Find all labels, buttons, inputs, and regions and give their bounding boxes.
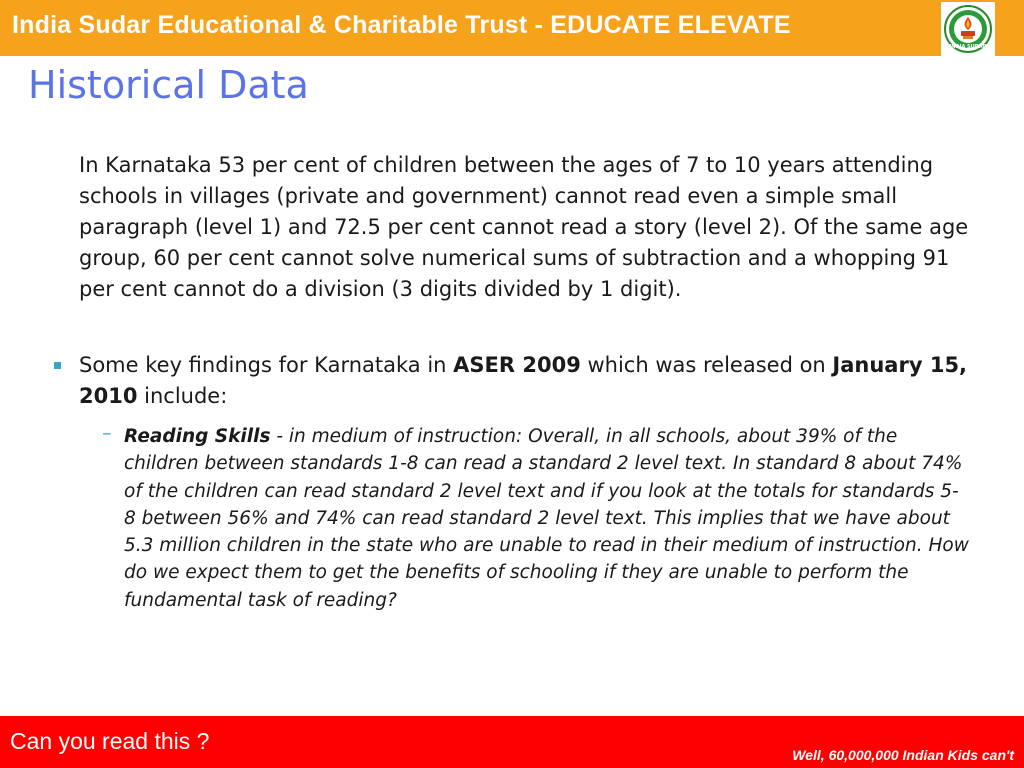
sub-bullet-dash: – xyxy=(102,422,112,444)
header-title: India Sudar Educational & Charitable Trust - EDUCATE ELEVATE xyxy=(12,11,791,39)
bullet-text-post: include: xyxy=(137,384,228,408)
india-sudar-logo xyxy=(941,2,995,56)
bullet-bold-aser: ASER 2009 xyxy=(453,353,581,377)
footer-bar xyxy=(0,716,1024,768)
bullet-key-findings xyxy=(79,350,984,412)
sub-bullet-label: Reading Skills xyxy=(124,426,271,447)
bullet-bold-date: January 15, 2010 xyxy=(79,353,968,408)
bullet-square-icon xyxy=(54,362,61,369)
footer-question: Can you read this ? xyxy=(10,728,210,754)
svg-text:INDIA SUDAR: INDIA SUDAR xyxy=(949,44,987,50)
page-title: Historical Data xyxy=(28,63,309,107)
sub-bullet-text: - in medium of instruction: Overall, in all schools, about 39% of the children between standards 1-8 can read a standard 2 level text. In standard 8 about 74% of the children can read standard 2 level text and if you look at the totals for standards 5-8 between 56% and 74% can read standard 2 level text. This implies that we have about 5.3 million children in the state who are unable to read in their medium of instruction. How do we expect them to get the benefits of schooling if they are unable to perform the fundamental task of reading? xyxy=(124,426,969,611)
footer-tagline: Well, 60,000,000 Indian Kids can't xyxy=(792,747,1014,763)
bullet-text-pre: Some key findings for Karnataka in xyxy=(79,353,454,377)
sub-bullet-reading-skills xyxy=(124,423,969,614)
bullet-text-mid: which was released on xyxy=(580,353,833,377)
logo-icon xyxy=(943,3,993,55)
header-bar xyxy=(0,0,1024,56)
paragraph-karnataka-stats: In Karnataka 53 per cent of children between the ages of 7 to 10 years attending schools in villages (private and government) cannot read even a simple small paragraph (level 1) and 72.5 per cent cannot read a story (level 2). Of the same age group, 60 per cent cannot solve numerical sums of subtraction and a whopping 91 per cent cannot do a division (3 digits divided by 1 digit). xyxy=(79,153,969,301)
